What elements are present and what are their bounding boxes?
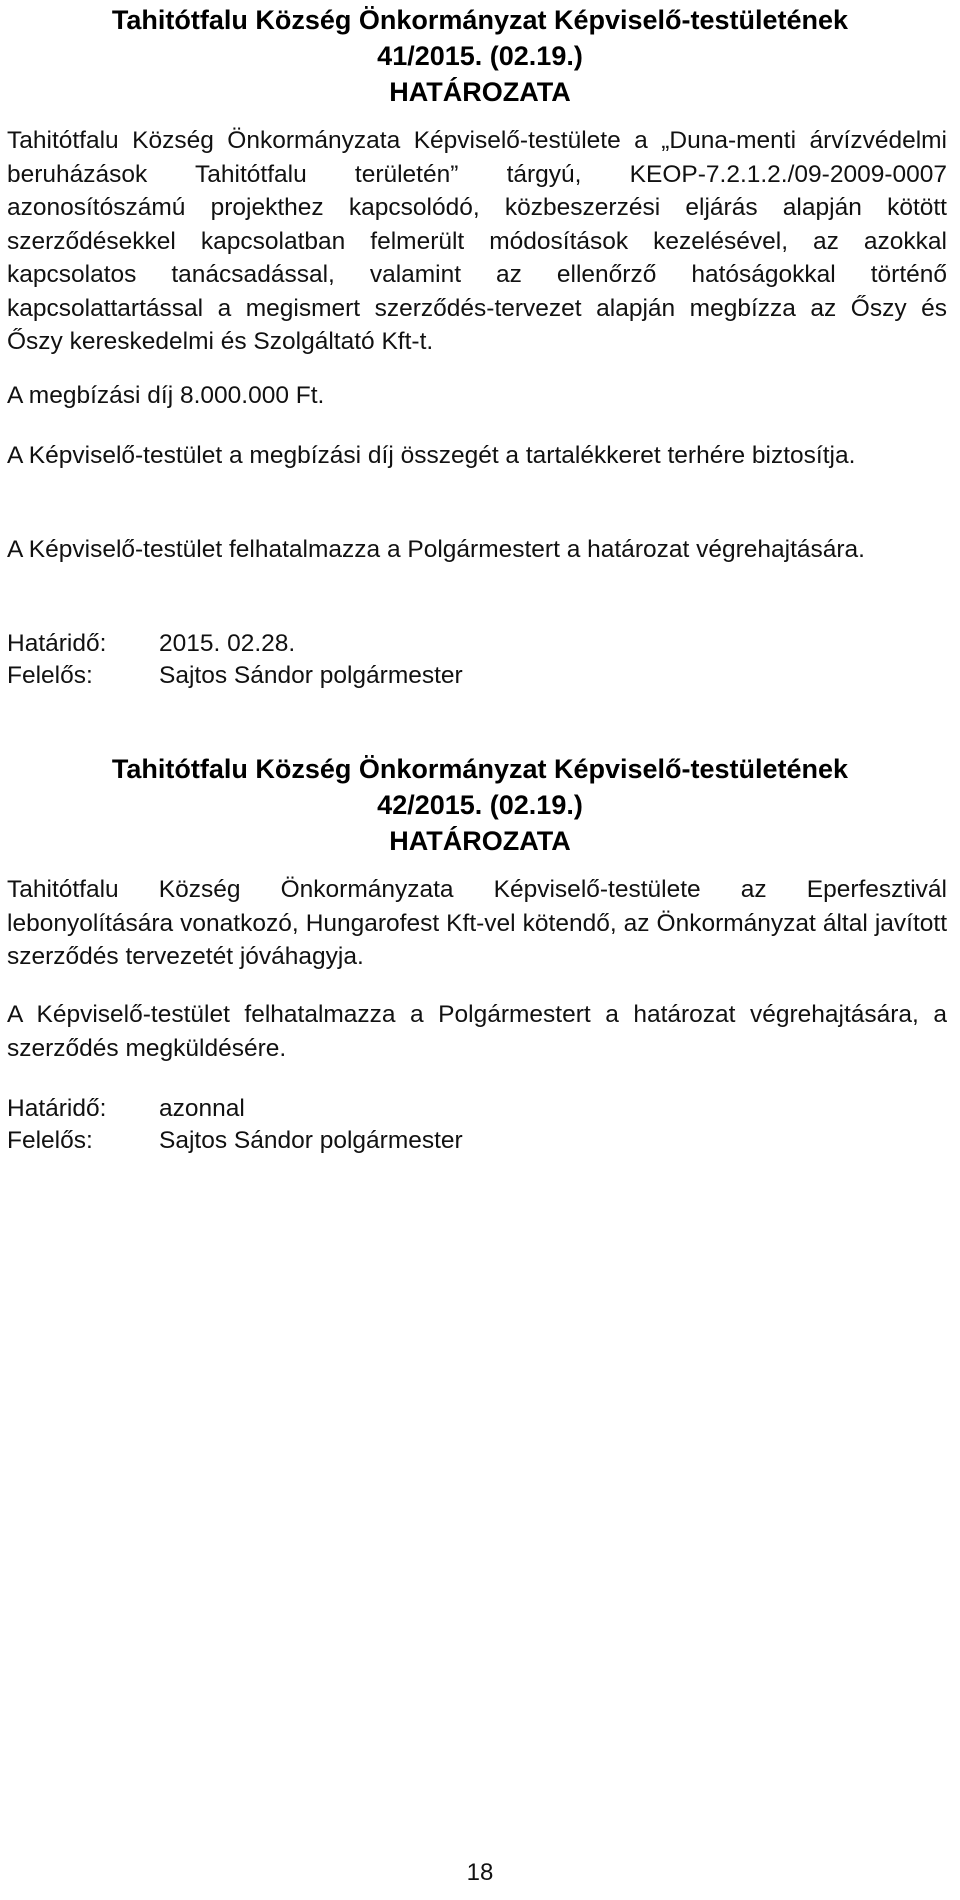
responsible-label: Felelős: xyxy=(7,1127,93,1154)
heading-title: Tahitótfalu Község Önkormányzat Képviselő-testületének xyxy=(111,5,849,35)
resolution-41-responsible xyxy=(7,659,947,693)
resolution-42-heading xyxy=(0,751,960,859)
heading-type: HATÁROZATA xyxy=(389,77,571,107)
resolution-42-authorization: A Képviselő-testület felhatalmazza a Polgármestert a határozat végrehajtására, a szerződés megküldésére. xyxy=(7,1001,947,1062)
resolution-42-body: Tahitótfalu Község Önkormányzata Képviselő-testülete az Eperfesztivál lebonyolítására vonatkozó, Hungarofest Kft-vel kötendő, az Önkormányzat által javított szerződés tervezetét jóváhagyja. xyxy=(7,876,947,970)
deadline-label: Határidő: xyxy=(7,630,107,657)
resolution-heading xyxy=(0,751,960,859)
resolution-42-responsible xyxy=(7,1124,947,1158)
deadline-value: 2015. 02.28. xyxy=(159,630,296,657)
resolution-41-authorization: A Képviselő-testület felhatalmazza a Polgármestert a határozat végrehajtására. xyxy=(7,536,865,563)
deadline-value: azonnal xyxy=(159,1095,245,1122)
deadline-label: Határidő: xyxy=(7,1095,107,1122)
resolution-41-body: Tahitótfalu Község Önkormányzata Képviselő-testülete a „Duna-menti árvízvédelmi beruházások Tahitótfalu területén” tárgyú, KEOP-7.2.1.2./09-2009-0007 azonosítószámú projekthez kapcsolódó, közbeszerzési eljárás alapján kötött szerződésekkel kapcsolatban felmerült módosítások kezelésével, az azokkal kapcsolatos tanácsadással, valamint az ellenőrző hatóságokkal történő kapcsolattartással a megismert szerződés-tervezet alapján megbízza az Őszy és Őszy kereskedelmi és Szolgáltató Kft-t. xyxy=(7,127,947,355)
resolution-41-deadline xyxy=(7,627,947,661)
responsible-label: Felelős: xyxy=(7,662,93,689)
heading-number: 42/2015. (02.19.) xyxy=(377,790,583,820)
responsible-value: Sajtos Sándor polgármester xyxy=(159,1127,463,1154)
heading-title: Tahitótfalu Község Önkormányzat Képviselő-testületének xyxy=(111,754,849,784)
resolution-41-heading xyxy=(0,2,960,110)
heading-type: HATÁROZATA xyxy=(389,826,571,856)
resolution-42-deadline xyxy=(7,1092,947,1126)
responsible-value: Sajtos Sándor polgármester xyxy=(159,662,463,689)
heading-number: 41/2015. (02.19.) xyxy=(377,41,583,71)
resolution-41-budget: A Képviselő-testület a megbízási díj összegét a tartalékkeret terhére biztosítja. xyxy=(7,442,856,469)
resolution-41-fee: A megbízási díj 8.000.000 Ft. xyxy=(7,382,325,409)
resolution-heading xyxy=(0,2,960,110)
page-number: 18 xyxy=(466,1859,494,1886)
